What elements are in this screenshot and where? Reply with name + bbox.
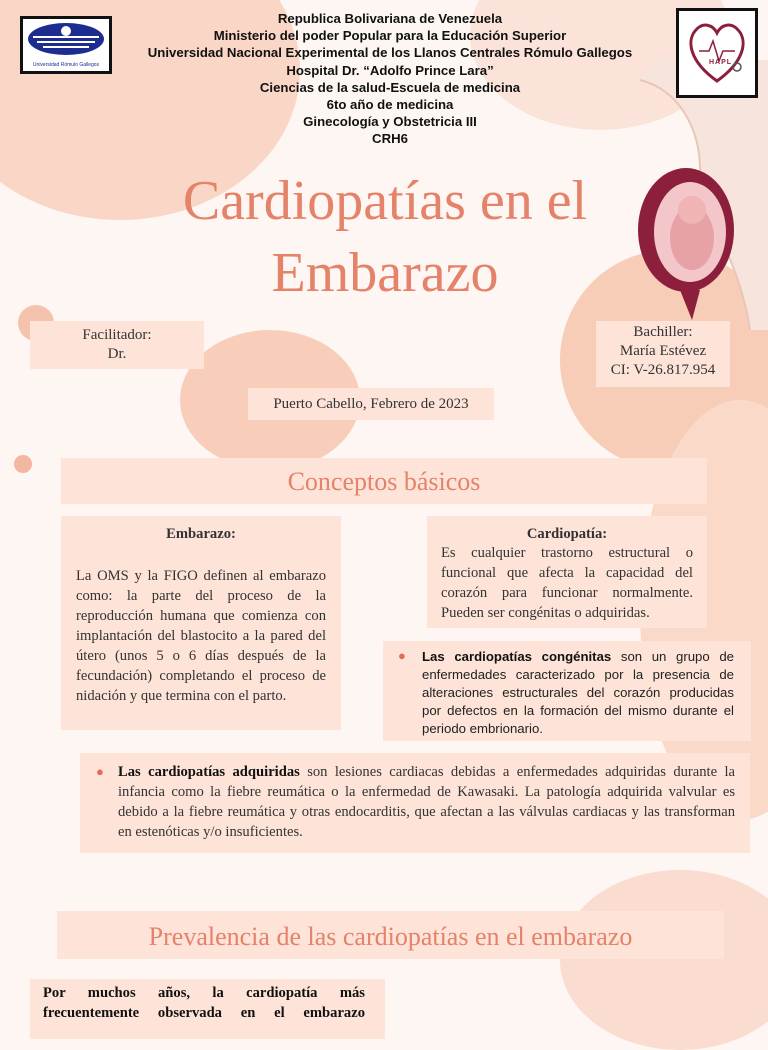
cardiopatia-box — [427, 516, 707, 628]
bg-dot — [14, 455, 32, 473]
embarazo-term: Embarazo: — [166, 526, 236, 542]
bachiller-label: Bachiller: — [633, 324, 693, 340]
congenitas-bold: Las cardiopatías congénitas — [422, 649, 612, 664]
facilitador-box — [30, 321, 204, 369]
page-title — [100, 165, 670, 309]
header-line: 6to año de medicina — [326, 97, 454, 113]
header-line: CRH6 — [372, 131, 408, 147]
hospital-logo — [676, 8, 758, 98]
university-emblem-icon — [23, 19, 109, 59]
university-logo-caption: Universidad Rómulo Gallegos — [32, 62, 100, 68]
bg-blob-bottom — [560, 870, 768, 1050]
bachiller-box — [596, 321, 730, 387]
header-line: Universidad Nacional Experimental de los Llanos Centrales Rómulo Gallegos — [147, 45, 633, 61]
title-line-1: Cardiopatías en el — [182, 170, 588, 232]
cardiopatia-term: Cardiopatía: — [526, 526, 608, 542]
conceptos-heading-box — [61, 458, 707, 504]
adquiridas-text — [118, 762, 735, 842]
congenitas-text — [422, 648, 734, 738]
place-date: Puerto Cabello, Febrero de 2023 — [273, 396, 469, 412]
title-line-2: Embarazo — [271, 242, 499, 304]
adquiridas-bold: Las cardiopatías adquiridas — [118, 764, 300, 780]
heart-stethoscope-icon — [679, 11, 755, 95]
bachiller-ci: CI: V-26.817.954 — [610, 362, 716, 378]
cardiopatia-definition: Es cualquier trastorno estructural o funcional que afecta la capacidad del corazón para funcionar normalmente. Pueden ser congénitas o adquiridas. — [441, 545, 693, 621]
facilitador-label: Facilitador: — [82, 327, 152, 343]
adquiridas-rest: son lesiones cardiacas debidas a enfermedades adquiridas durante la infancia como la fiebre reumática o la enfermedad de Kawasaki. La patología adquirida valvular es debido a la fiebre reumática y otras endocarditis, que afectan a las válvulas cardiacas y las transforman en estenóticas y/o insuficientes. — [118, 764, 735, 840]
university-logo — [20, 16, 112, 74]
place-date-box — [248, 388, 494, 420]
header-line: Ginecología y Obstetricia III — [303, 114, 477, 130]
header-line: Republica Bolivariana de Venezuela — [277, 11, 503, 26]
header-line: Hospital Dr. “Adolfo Prince Lara” — [286, 62, 494, 78]
hospital-logo-caption: HAPL — [709, 59, 733, 66]
congenitas-rest: son un grupo de enfermedades caracterizado por la presencia de alteraciones estructurales del corazón producidas por defectos en la formación del mismo durante el periodo embrionario. — [422, 649, 735, 736]
bachiller-name: María Estévez — [619, 343, 707, 359]
prevalencia-heading-box — [57, 911, 724, 959]
facilitador-name: Dr. — [107, 346, 127, 362]
header-line: Ciencias de la salud-Escuela de medicina — [259, 79, 521, 95]
bullet-icon: ● — [96, 764, 104, 779]
prevalencia-text: Por muchos años, la cardiopatía más frecuentemente observada en el embarazo — [43, 985, 365, 1021]
prevalencia-heading: Prevalencia de las cardiopatías en el embarazo — [148, 922, 633, 951]
conceptos-heading: Conceptos básicos — [287, 467, 481, 496]
institution-header — [110, 10, 670, 148]
bullet-icon: ● — [398, 648, 406, 663]
header-line: Ministerio del poder Popular para la Educación Superior — [213, 28, 567, 44]
embarazo-definition: La OMS y la FIGO definen al embarazo como: la parte del proceso de la reproducción humana que comienza con implantación del blastocito a la pared del útero (unos 5 o 6 días después de la fecundación) completando el proceso de nidación y que termina con el parto. — [76, 568, 326, 704]
